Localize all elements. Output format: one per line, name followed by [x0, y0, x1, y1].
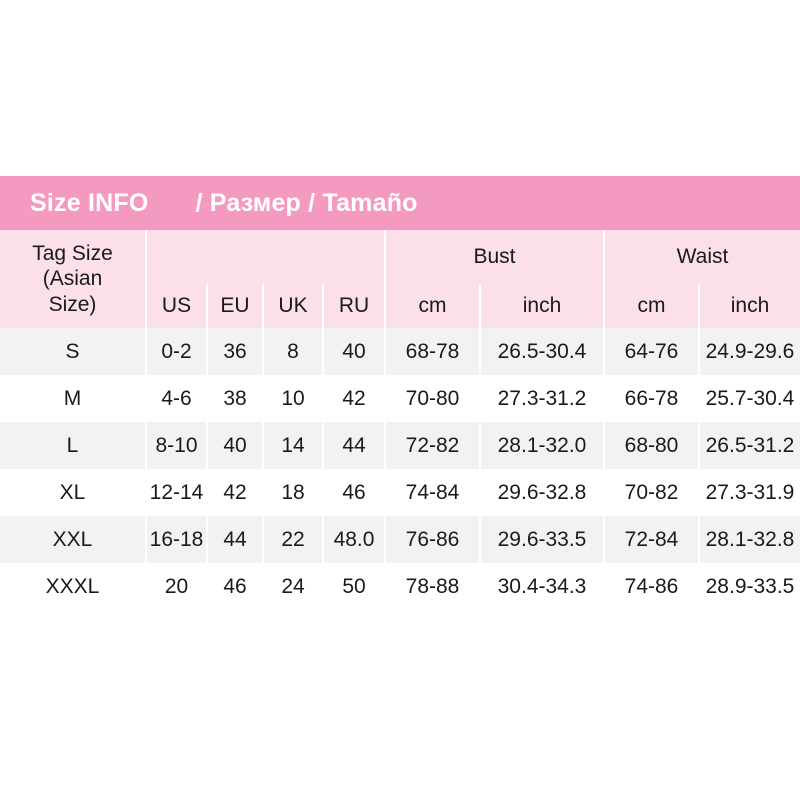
- size-info-header: [0, 176, 800, 230]
- cell-tag-size: M: [0, 375, 146, 422]
- cell-eu: 38: [207, 375, 263, 422]
- header-tag-size-line2: (Asian: [42, 267, 103, 291]
- cell-waist-inch: 28.9-33.5: [699, 563, 800, 610]
- header-region-spacer: [146, 230, 385, 284]
- cell-bust-inch: 27.3-31.2: [480, 375, 604, 422]
- cell-bust-cm: 76-86: [385, 516, 480, 563]
- cell-uk: 24: [263, 563, 323, 610]
- cell-bust-inch: 29.6-32.8: [480, 469, 604, 516]
- cell-ru: 46: [323, 469, 385, 516]
- header-tag-size: [0, 230, 146, 328]
- header-col-bust-cm: cm: [385, 284, 480, 328]
- header-col-ru: RU: [323, 284, 385, 328]
- cell-waist-cm: 74-86: [604, 563, 699, 610]
- table-row: [0, 469, 800, 516]
- cell-ru: 48.0: [323, 516, 385, 563]
- header-col-waist-cm: cm: [604, 284, 699, 328]
- cell-us: 20: [146, 563, 207, 610]
- cell-waist-inch: 27.3-31.9: [699, 469, 800, 516]
- table-row: [0, 516, 800, 563]
- cell-waist-inch: 26.5-31.2: [699, 422, 800, 469]
- cell-bust-cm: 72-82: [385, 422, 480, 469]
- cell-bust-inch: 29.6-33.5: [480, 516, 604, 563]
- cell-bust-cm: 70-80: [385, 375, 480, 422]
- table-header-row-groups: [0, 230, 800, 284]
- table-row: [0, 375, 800, 422]
- cell-waist-inch: 24.9-29.6: [699, 328, 800, 375]
- cell-bust-inch: 30.4-34.3: [480, 563, 604, 610]
- cell-tag-size: XXXL: [0, 563, 146, 610]
- cell-waist-cm: 72-84: [604, 516, 699, 563]
- cell-eu: 42: [207, 469, 263, 516]
- header-subtitle: / Размер / Tamaño: [195, 188, 418, 217]
- cell-waist-cm: 70-82: [604, 469, 699, 516]
- table-row: [0, 563, 800, 610]
- cell-uk: 22: [263, 516, 323, 563]
- header-tag-size-line1: Tag Size: [32, 241, 113, 265]
- cell-uk: 18: [263, 469, 323, 516]
- cell-bust-cm: 68-78: [385, 328, 480, 375]
- cell-tag-size: L: [0, 422, 146, 469]
- cell-waist-cm: 64-76: [604, 328, 699, 375]
- cell-uk: 10: [263, 375, 323, 422]
- cell-bust-inch: 26.5-30.4: [480, 328, 604, 375]
- cell-waist-cm: 68-80: [604, 422, 699, 469]
- cell-waist-inch: 28.1-32.8: [699, 516, 800, 563]
- cell-ru: 42: [323, 375, 385, 422]
- cell-uk: 14: [263, 422, 323, 469]
- header-col-bust-inch: inch: [480, 284, 604, 328]
- cell-eu: 40: [207, 422, 263, 469]
- table-row: [0, 328, 800, 375]
- cell-us: 12-14: [146, 469, 207, 516]
- header-bust: Bust: [385, 230, 604, 284]
- cell-tag-size: S: [0, 328, 146, 375]
- cell-eu: 44: [207, 516, 263, 563]
- cell-ru: 50: [323, 563, 385, 610]
- table-row: [0, 422, 800, 469]
- cell-tag-size: XL: [0, 469, 146, 516]
- header-waist: Waist: [604, 230, 800, 284]
- cell-uk: 8: [263, 328, 323, 375]
- cell-us: 4-6: [146, 375, 207, 422]
- cell-ru: 40: [323, 328, 385, 375]
- cell-eu: 36: [207, 328, 263, 375]
- cell-waist-cm: 66-78: [604, 375, 699, 422]
- header-title: Size INFO: [30, 188, 149, 217]
- header-col-eu: EU: [207, 284, 263, 328]
- header-col-us: US: [146, 284, 207, 328]
- cell-us: 16-18: [146, 516, 207, 563]
- cell-eu: 46: [207, 563, 263, 610]
- cell-bust-cm: 74-84: [385, 469, 480, 516]
- cell-bust-cm: 78-88: [385, 563, 480, 610]
- cell-bust-inch: 28.1-32.0: [480, 422, 604, 469]
- size-chart: [0, 176, 800, 610]
- cell-ru: 44: [323, 422, 385, 469]
- cell-waist-inch: 25.7-30.4: [699, 375, 800, 422]
- size-table: [0, 230, 800, 610]
- cell-tag-size: XXL: [0, 516, 146, 563]
- header-tag-size-line3: Size): [48, 292, 97, 316]
- header-col-waist-inch: inch: [699, 284, 800, 328]
- cell-us: 0-2: [146, 328, 207, 375]
- header-col-uk: UK: [263, 284, 323, 328]
- cell-us: 8-10: [146, 422, 207, 469]
